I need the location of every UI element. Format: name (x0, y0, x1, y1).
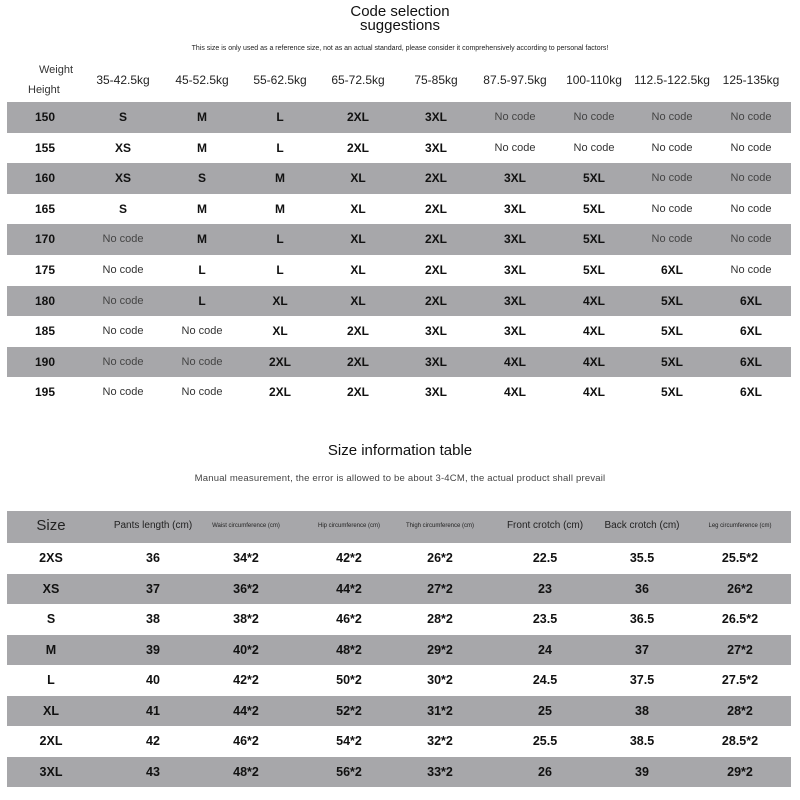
table-row (7, 163, 791, 194)
table-row (7, 757, 791, 788)
size-cell: XL (350, 232, 366, 247)
height-cell: 155 (34, 140, 56, 155)
size-cell: No code (494, 111, 536, 123)
size-label-cell: M (45, 642, 57, 657)
measurement-cell: 40*2 (233, 642, 259, 657)
size-cell: XS (114, 171, 131, 186)
table-row (7, 696, 791, 727)
table-row (7, 543, 791, 574)
measurement-cell: 29*2 (727, 764, 753, 779)
size-cell: 5XL (660, 354, 683, 369)
size-cell: L (198, 262, 206, 277)
measurement-cell: 42 (146, 734, 160, 748)
size-cell: No code (102, 233, 144, 246)
size-cell: 2XL (424, 293, 447, 308)
size-cell: No code (102, 325, 144, 338)
measurement-cell: 40 (146, 673, 160, 687)
table-row (7, 224, 791, 255)
size-cell: L (198, 293, 206, 308)
size-cell: XL (350, 262, 366, 277)
size-cell: 3XL (424, 140, 447, 155)
measurement-cell: 28*2 (727, 703, 753, 718)
size-cell: No code (730, 111, 772, 123)
size-cell: 6XL (660, 262, 683, 277)
size-cell: 4XL (582, 354, 605, 369)
size-cell: 4XL (582, 385, 605, 400)
size-cell: 4XL (582, 293, 605, 308)
measurement-cell: 37 (635, 642, 649, 657)
measurement-cell: 52*2 (336, 703, 362, 718)
measurement-cell: 34*2 (233, 551, 259, 565)
measurement-cell: 26.5*2 (721, 612, 759, 626)
measurement-cell: 25.5 (532, 734, 558, 748)
height-cell: 170 (34, 232, 56, 247)
size-cell: XL (350, 201, 366, 216)
table-row (7, 255, 791, 286)
measurement-cell: 25 (538, 703, 552, 718)
weight-column-header: 45-52.5kg (175, 73, 229, 87)
measurement-cell: 25.5*2 (721, 551, 759, 565)
size-cell: 2XL (424, 262, 447, 277)
measurement-cell: 27*2 (727, 642, 753, 657)
measurement-cell: 36*2 (233, 581, 259, 596)
size-cell: 6XL (739, 324, 762, 339)
size-cell: 2XL (424, 201, 447, 216)
table-row (7, 286, 791, 317)
table-row (7, 604, 791, 635)
size-cell: No code (730, 202, 772, 215)
measurement-cell: 44*2 (336, 581, 362, 596)
measurement-cell: 36.5 (629, 612, 655, 626)
height-cell: 190 (34, 354, 56, 369)
size-cell: No code (494, 141, 536, 154)
size-cell: No code (730, 141, 772, 154)
measurement-cell: 39 (635, 764, 649, 779)
table-row (7, 194, 791, 225)
size-cell: No code (651, 141, 693, 154)
measurement-cell: 43 (146, 764, 160, 779)
measurement-cell: 42*2 (233, 673, 259, 687)
weight-column-header: 87.5-97.5kg (483, 73, 547, 87)
info-note: Manual measurement, the error is allowed to be about 3-4CM, the actual product shall prevail (194, 473, 606, 484)
size-cell: 6XL (739, 293, 762, 308)
size-cell: No code (102, 355, 144, 368)
weight-column-header: 125-135kg (722, 73, 780, 87)
measurement-cell: 38 (635, 703, 649, 718)
selection-title-line1: Code selection (350, 3, 450, 20)
info-title: Size information table (327, 442, 473, 459)
size-cell: 3XL (424, 354, 447, 369)
size-cell: S (118, 201, 127, 216)
measurement-cell: 36 (635, 581, 649, 596)
size-cell: 2XL (346, 385, 369, 400)
size-cell: 5XL (660, 293, 683, 308)
size-cell: No code (730, 233, 772, 246)
size-cell: No code (730, 172, 772, 185)
info-header-row (7, 511, 791, 543)
size-cell: S (118, 110, 127, 124)
weight-column-header: 65-72.5kg (331, 73, 385, 87)
size-cell: 3XL (424, 324, 447, 339)
size-label-cell: XL (43, 703, 59, 718)
size-cell: 4XL (582, 324, 605, 339)
measurement-cell: 26 (538, 764, 552, 779)
size-cell: 2XL (268, 354, 291, 369)
weight-column-header: 112.5-122.5kg (634, 73, 710, 87)
table-row (7, 102, 791, 133)
measurement-cell: 23.5 (532, 612, 558, 626)
measurement-cell: 38*2 (233, 612, 259, 626)
size-cell: 5XL (582, 232, 605, 247)
size-cell: 5XL (660, 385, 683, 400)
table-row (7, 347, 791, 378)
measurement-cell: 28*2 (427, 612, 453, 626)
size-cell: M (197, 232, 207, 247)
measurement-cell: 37.5 (629, 673, 655, 687)
measurement-cell: 32*2 (427, 734, 453, 748)
column-header: Back crotch (cm) (604, 520, 680, 531)
size-cell: 3XL (503, 293, 526, 308)
column-header: Leg circumference (cm) (708, 523, 772, 529)
measurement-cell: 46*2 (336, 612, 362, 626)
size-cell: 2XL (346, 110, 369, 124)
size-label-cell: 2XL (39, 734, 63, 748)
size-cell: 3XL (503, 324, 526, 339)
measurement-cell: 37 (146, 581, 160, 596)
measurement-cell: 38 (146, 612, 160, 626)
size-label-cell: S (46, 612, 56, 626)
size-information-table (7, 511, 791, 787)
size-cell: No code (102, 386, 144, 399)
size-cell: 2XL (424, 232, 447, 247)
size-cell: No code (181, 355, 223, 368)
size-cell: M (275, 201, 285, 216)
size-cell: No code (181, 325, 223, 338)
size-cell: L (276, 232, 284, 247)
size-label-cell: L (47, 673, 55, 687)
size-cell: M (197, 201, 207, 216)
column-header: Pants length (cm) (113, 520, 193, 531)
selection-title (0, 5, 800, 33)
size-cell: 3XL (503, 171, 526, 186)
measurement-cell: 29*2 (427, 642, 453, 657)
size-cell: 3XL (503, 201, 526, 216)
size-cell: No code (181, 386, 223, 399)
measurement-cell: 38.5 (629, 734, 655, 748)
measurement-cell: 23 (538, 581, 552, 596)
measurement-cell: 36 (146, 551, 160, 565)
measurement-cell: 48*2 (336, 642, 362, 657)
size-cell: No code (651, 202, 693, 215)
measurement-cell: 39 (146, 642, 160, 657)
size-cell: 5XL (582, 201, 605, 216)
measurement-cell: 27.5*2 (721, 673, 759, 687)
size-cell: 5XL (582, 262, 605, 277)
selection-title-line2: suggestions (359, 17, 441, 34)
size-label-cell: XS (42, 581, 60, 596)
weight-column-header: 35-42.5kg (96, 73, 150, 87)
size-cell: 3XL (503, 232, 526, 247)
measurement-cell: 56*2 (336, 764, 362, 779)
weight-label: Weight (39, 64, 74, 76)
measurement-cell: 28.5*2 (721, 734, 759, 748)
size-cell: 5XL (582, 171, 605, 186)
size-cell: 2XL (268, 385, 291, 400)
size-cell: 4XL (503, 354, 526, 369)
size-label-cell: 3XL (39, 764, 63, 779)
size-cell: XS (114, 140, 131, 155)
size-cell: 6XL (739, 354, 762, 369)
size-cell: XL (272, 293, 288, 308)
table-row (7, 635, 791, 666)
measurement-cell: 44*2 (233, 703, 259, 718)
size-cell: XL (272, 324, 288, 339)
size-cell: 3XL (424, 385, 447, 400)
size-cell: M (197, 110, 207, 124)
measurement-cell: 35.5 (629, 551, 655, 565)
height-label: Height (28, 84, 60, 96)
measurement-cell: 22.5 (532, 551, 558, 565)
measurement-cell: 31*2 (427, 703, 453, 718)
table-row (7, 133, 791, 164)
measurement-cell: 27*2 (427, 581, 453, 596)
measurement-cell: 30*2 (427, 673, 453, 687)
size-cell: 3XL (424, 110, 447, 124)
size-cell: No code (651, 233, 693, 246)
height-cell: 160 (34, 171, 56, 186)
size-cell: S (197, 171, 206, 186)
size-cell: 6XL (739, 385, 762, 400)
weight-column-header: 100-110kg (566, 73, 622, 87)
size-cell: 5XL (660, 324, 683, 339)
size-label-cell: 2XS (39, 551, 63, 565)
table-row (7, 316, 791, 347)
measurement-cell: 33*2 (427, 764, 453, 779)
height-cell: 180 (34, 293, 56, 308)
measurement-cell: 50*2 (336, 673, 362, 687)
measurement-cell: 46*2 (233, 734, 259, 748)
height-cell: 150 (34, 110, 56, 124)
measurement-cell: 24.5 (532, 673, 558, 687)
measurement-cell: 54*2 (336, 734, 362, 748)
size-cell: M (275, 171, 285, 186)
size-cell: XL (350, 171, 366, 186)
table-row (7, 574, 791, 605)
measurement-cell: 48*2 (233, 764, 259, 779)
table-row (7, 726, 791, 757)
selection-note: This size is only used as a reference size, not as an actual standard, please consider it comprehensively according to personal factors! (191, 45, 609, 52)
height-cell: 175 (34, 262, 56, 277)
weight-column-header: 55-62.5kg (253, 73, 307, 87)
size-cell: 2XL (346, 324, 369, 339)
size-cell: 3XL (503, 262, 526, 277)
table-row (7, 377, 791, 408)
size-cell: L (276, 140, 284, 155)
size-cell: No code (651, 172, 693, 185)
column-header: Waist circumference (cm) (212, 523, 280, 529)
size-cell: No code (573, 111, 615, 123)
size-cell: 2XL (424, 171, 447, 186)
measurement-cell: 24 (538, 642, 552, 657)
size-cell: No code (651, 111, 693, 123)
measurement-cell: 26*2 (727, 581, 753, 596)
measurement-cell: 26*2 (427, 551, 453, 565)
size-cell: No code (102, 294, 144, 307)
table-row (7, 665, 791, 696)
column-header: Front crotch (cm) (506, 520, 584, 531)
size-cell: No code (573, 141, 615, 154)
column-header: Size (36, 517, 66, 534)
measurement-cell: 41 (146, 703, 160, 718)
column-header: Thigh circumference (cm) (405, 523, 474, 529)
size-cell: No code (730, 263, 772, 276)
size-cell: 2XL (346, 354, 369, 369)
size-cell: L (276, 110, 284, 124)
size-cell: XL (350, 293, 366, 308)
height-cell: 185 (34, 324, 56, 339)
size-cell: M (197, 140, 207, 155)
measurement-cell: 42*2 (336, 551, 362, 565)
size-cell: 4XL (503, 385, 526, 400)
size-selection-table (0, 102, 800, 408)
height-cell: 195 (34, 385, 56, 400)
height-cell: 165 (34, 201, 56, 216)
weight-column-header: 75-85kg (414, 73, 458, 87)
size-cell: L (276, 262, 284, 277)
size-cell: No code (102, 263, 144, 276)
size-cell: 2XL (346, 140, 369, 155)
column-header: Hip circumference (cm) (317, 523, 380, 529)
